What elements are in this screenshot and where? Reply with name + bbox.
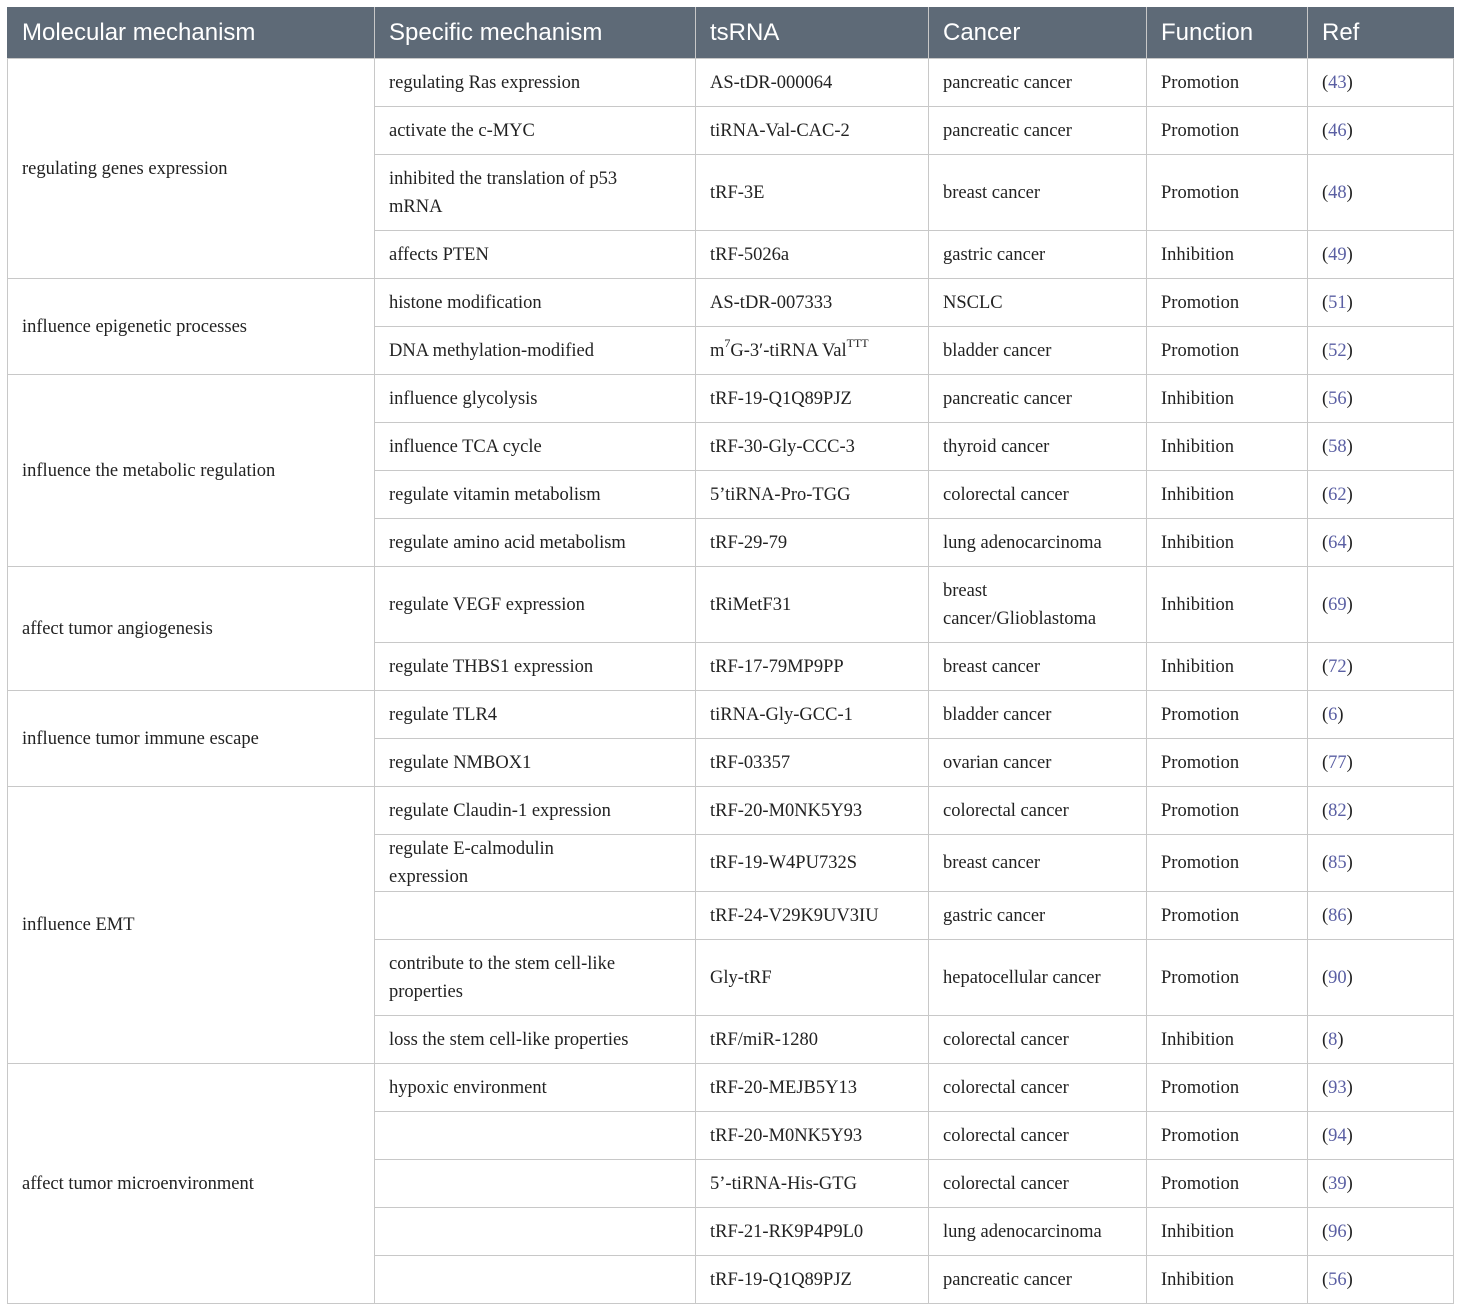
table-row	[8, 375, 1454, 423]
reference-link[interactable]: 86	[1328, 905, 1347, 926]
col-header-tsrna: tsRNA	[696, 8, 929, 59]
tsrna-cell: tRF-03357	[696, 739, 929, 787]
function-cell: Promotion	[1147, 279, 1308, 327]
molecular-mechanism-cell: affect tumor microenvironment	[8, 1064, 375, 1304]
table-row	[8, 279, 1454, 327]
molecular-mechanism-cell: influence the metabolic regulation	[8, 375, 375, 567]
tsrna-cell: tRiMetF31	[696, 567, 929, 643]
tsrna-cell: tRF-19-Q1Q89PJZ	[696, 375, 929, 423]
specific-mechanism-text: regulate TLR4	[389, 704, 498, 725]
cancer-cell: colorectal cancer	[929, 471, 1147, 519]
specific-mechanism-cell	[375, 519, 696, 567]
table-header	[8, 8, 1454, 59]
specific-mechanism-cell	[375, 739, 696, 787]
specific-mechanism-text: inhibited the translation of p53 mRNA	[389, 168, 618, 217]
specific-mechanism-text: regulate E-calmodulin expression	[389, 839, 554, 887]
col-header-ref: Ref	[1308, 8, 1454, 59]
function-cell: Inhibition	[1147, 471, 1308, 519]
function-cell: Inhibition	[1147, 519, 1308, 567]
table-row	[8, 1064, 1454, 1112]
tsrna-text-part: TTT	[846, 336, 869, 351]
tsrna-cell: tRF/miR-1280	[696, 1016, 929, 1064]
molecular-mechanism-cell: influence tumor immune escape	[8, 691, 375, 787]
molecular-mechanism-cell: regulating genes expression	[8, 59, 375, 279]
reference-link[interactable]: 58	[1328, 436, 1347, 457]
specific-mechanism-text: regulate VEGF expression	[389, 594, 585, 615]
specific-mechanism-cell	[375, 155, 696, 231]
table-row	[8, 787, 1454, 835]
specific-mechanism-cell	[375, 892, 696, 940]
reference-link[interactable]: 96	[1328, 1221, 1347, 1242]
specific-mechanism-cell	[375, 1256, 696, 1304]
tsrna-mechanism-table	[7, 7, 1454, 1304]
ref-cell: (49)	[1308, 231, 1454, 279]
table-container	[7, 7, 1454, 1304]
cancer-cell: lung adenocarcinoma	[929, 1208, 1147, 1256]
ref-cell: (39)	[1308, 1160, 1454, 1208]
specific-mechanism-text: regulate Claudin-1 expression	[389, 800, 611, 821]
reference-link[interactable]: 8	[1328, 1029, 1338, 1050]
ref-cell: (96)	[1308, 1208, 1454, 1256]
function-cell: Promotion	[1147, 107, 1308, 155]
reference-link[interactable]: 43	[1328, 72, 1347, 93]
specific-mechanism-text: loss the stem cell-like properties	[389, 1029, 629, 1050]
cancer-cell: colorectal cancer	[929, 1112, 1147, 1160]
table-row	[8, 691, 1454, 739]
reference-link[interactable]: 49	[1328, 244, 1347, 265]
reference-link[interactable]: 56	[1328, 1269, 1347, 1290]
cancer-cell: breast cancer	[929, 643, 1147, 691]
ref-cell: (93)	[1308, 1064, 1454, 1112]
function-cell: Inhibition	[1147, 1016, 1308, 1064]
ref-cell: (43)	[1308, 59, 1454, 107]
function-cell: Promotion	[1147, 787, 1308, 835]
cancer-cell: colorectal cancer	[929, 1160, 1147, 1208]
reference-link[interactable]: 46	[1328, 120, 1347, 141]
specific-mechanism-cell	[375, 1208, 696, 1256]
reference-link[interactable]: 62	[1328, 484, 1347, 505]
tsrna-cell: tRF-29-79	[696, 519, 929, 567]
cancer-cell: lung adenocarcinoma	[929, 519, 1147, 567]
tsrna-cell: tRF-21-RK9P4P9L0	[696, 1208, 929, 1256]
reference-link[interactable]: 56	[1328, 388, 1347, 409]
specific-mechanism-cell	[375, 107, 696, 155]
reference-link[interactable]: 85	[1328, 853, 1347, 873]
ref-cell: (6)	[1308, 691, 1454, 739]
reference-link[interactable]: 39	[1328, 1173, 1347, 1194]
function-cell: Promotion	[1147, 892, 1308, 940]
ref-cell: (86)	[1308, 892, 1454, 940]
reference-link[interactable]: 93	[1328, 1077, 1347, 1098]
tsrna-cell: 5’tiRNA-Pro-TGG	[696, 471, 929, 519]
reference-link[interactable]: 72	[1328, 656, 1347, 677]
cancer-cell: bladder cancer	[929, 691, 1147, 739]
table-body	[8, 59, 1454, 1304]
ref-cell: (8)	[1308, 1016, 1454, 1064]
col-header-function: Function	[1147, 8, 1308, 59]
molecular-mechanism-cell: affect tumor angiogenesis	[8, 567, 375, 691]
tsrna-text-part: m	[710, 340, 725, 361]
cancer-cell: gastric cancer	[929, 231, 1147, 279]
cancer-cell: pancreatic cancer	[929, 107, 1147, 155]
specific-mechanism-text: hypoxic environment	[389, 1077, 547, 1098]
tsrna-cell: tRF-20-MEJB5Y13	[696, 1064, 929, 1112]
cancer-cell: colorectal cancer	[929, 1064, 1147, 1112]
function-cell: Promotion	[1147, 1160, 1308, 1208]
reference-link[interactable]: 48	[1328, 182, 1347, 203]
specific-mechanism-text: regulate THBS1 expression	[389, 656, 594, 677]
tsrna-cell: tRF-20-M0NK5Y93	[696, 787, 929, 835]
function-cell: Inhibition	[1147, 375, 1308, 423]
specific-mechanism-cell	[375, 471, 696, 519]
cancer-cell: hepatocellular cancer	[929, 940, 1147, 1016]
cancer-cell: breast cancer	[929, 835, 1147, 892]
tsrna-text-part: G-3′-tiRNA Val	[730, 340, 847, 361]
specific-mechanism-cell	[375, 567, 696, 643]
tsrna-cell: tRF-3E	[696, 155, 929, 231]
table-row	[8, 59, 1454, 107]
function-cell: Inhibition	[1147, 567, 1308, 643]
reference-link[interactable]: 6	[1328, 704, 1338, 725]
specific-mechanism-cell	[375, 691, 696, 739]
function-cell: Promotion	[1147, 835, 1308, 892]
ref-cell: (85)	[1308, 835, 1454, 892]
function-cell: Promotion	[1147, 327, 1308, 375]
specific-mechanism-text: influence glycolysis	[389, 388, 538, 409]
ref-cell: (51)	[1308, 279, 1454, 327]
cancer-cell: NSCLC	[929, 279, 1147, 327]
function-cell: Promotion	[1147, 59, 1308, 107]
tsrna-cell: AS-tDR-007333	[696, 279, 929, 327]
molecular-mechanism-cell: influence epigenetic processes	[8, 279, 375, 375]
function-cell: Promotion	[1147, 739, 1308, 787]
cancer-cell: breast cancer/Glioblastoma	[929, 567, 1147, 643]
specific-mechanism-cell	[375, 231, 696, 279]
function-cell: Promotion	[1147, 155, 1308, 231]
specific-mechanism-cell	[375, 787, 696, 835]
tsrna-text-part: 7	[724, 336, 731, 351]
cancer-cell: pancreatic cancer	[929, 59, 1147, 107]
ref-cell: (77)	[1308, 739, 1454, 787]
tsrna-cell: tRF-5026a	[696, 231, 929, 279]
function-cell: Inhibition	[1147, 1256, 1308, 1304]
specific-mechanism-text: influence TCA cycle	[389, 436, 542, 457]
table-row	[8, 567, 1454, 643]
tsrna-cell: tRF-30-Gly-CCC-3	[696, 423, 929, 471]
ref-cell: (52)	[1308, 327, 1454, 375]
function-cell: Inhibition	[1147, 231, 1308, 279]
ref-cell: (72)	[1308, 643, 1454, 691]
reference-link[interactable]: 77	[1328, 752, 1347, 773]
specific-mechanism-text: histone modification	[389, 292, 542, 313]
tsrna-cell: tRF-24-V29K9UV3IU	[696, 892, 929, 940]
specific-mechanism-cell	[375, 1016, 696, 1064]
function-cell: Inhibition	[1147, 643, 1308, 691]
reference-link[interactable]: 52	[1328, 340, 1347, 361]
reference-link[interactable]: 82	[1328, 800, 1347, 821]
function-cell: Promotion	[1147, 1064, 1308, 1112]
function-cell: Inhibition	[1147, 1208, 1308, 1256]
cancer-cell: bladder cancer	[929, 327, 1147, 375]
specific-mechanism-cell	[375, 835, 696, 892]
function-cell: Inhibition	[1147, 423, 1308, 471]
reference-link[interactable]: 90	[1328, 967, 1347, 988]
function-cell: Promotion	[1147, 1112, 1308, 1160]
cancer-cell: pancreatic cancer	[929, 1256, 1147, 1304]
cancer-cell: thyroid cancer	[929, 423, 1147, 471]
specific-mechanism-text: activate the c-MYC	[389, 120, 535, 141]
reference-link[interactable]: 64	[1328, 532, 1347, 553]
function-cell: Promotion	[1147, 691, 1308, 739]
col-header-cancer: Cancer	[929, 8, 1147, 59]
specific-mechanism-text: contribute to the stem cell-like properties	[389, 953, 616, 1002]
specific-mechanism-cell	[375, 1112, 696, 1160]
tsrna-cell	[696, 327, 929, 375]
specific-mechanism-cell	[375, 375, 696, 423]
specific-mechanism-text: regulate amino acid metabolism	[389, 532, 626, 553]
specific-mechanism-cell	[375, 59, 696, 107]
ref-cell: (69)	[1308, 567, 1454, 643]
function-cell: Promotion	[1147, 940, 1308, 1016]
tsrna-cell: 5’-tiRNA-His-GTG	[696, 1160, 929, 1208]
molecular-mechanism-cell: influence EMT	[8, 787, 375, 1064]
tsrna-cell: tRF-17-79MP9PP	[696, 643, 929, 691]
cancer-cell: gastric cancer	[929, 892, 1147, 940]
tsrna-cell: tRF-19-Q1Q89PJZ	[696, 1256, 929, 1304]
specific-mechanism-cell	[375, 1160, 696, 1208]
cancer-cell: pancreatic cancer	[929, 375, 1147, 423]
col-header-molecular-mechanism: Molecular mechanism	[8, 8, 375, 59]
cancer-cell: breast cancer	[929, 155, 1147, 231]
cancer-cell: colorectal cancer	[929, 787, 1147, 835]
ref-cell: (56)	[1308, 375, 1454, 423]
ref-cell: (82)	[1308, 787, 1454, 835]
tsrna-cell: tiRNA-Val-CAC-2	[696, 107, 929, 155]
ref-cell: (62)	[1308, 471, 1454, 519]
cancer-cell: ovarian cancer	[929, 739, 1147, 787]
specific-mechanism-text: affects PTEN	[389, 244, 489, 265]
specific-mechanism-text: regulate vitamin metabolism	[389, 484, 601, 505]
cancer-cell: colorectal cancer	[929, 1016, 1147, 1064]
ref-cell: (46)	[1308, 107, 1454, 155]
reference-link[interactable]: 94	[1328, 1125, 1347, 1146]
tsrna-cell: tRF-20-M0NK5Y93	[696, 1112, 929, 1160]
ref-cell: (58)	[1308, 423, 1454, 471]
specific-mechanism-text: regulating Ras expression	[389, 72, 581, 93]
specific-mechanism-cell	[375, 327, 696, 375]
tsrna-cell: tiRNA-Gly-GCC-1	[696, 691, 929, 739]
ref-cell: (56)	[1308, 1256, 1454, 1304]
specific-mechanism-cell	[375, 279, 696, 327]
specific-mechanism-cell	[375, 643, 696, 691]
specific-mechanism-cell	[375, 423, 696, 471]
header-row	[8, 8, 1454, 59]
specific-mechanism-text: DNA methylation-modified	[389, 340, 595, 361]
ref-cell: (48)	[1308, 155, 1454, 231]
ref-cell: (64)	[1308, 519, 1454, 567]
tsrna-cell: Gly-tRF	[696, 940, 929, 1016]
specific-mechanism-text: regulate NMBOX1	[389, 752, 532, 773]
reference-link[interactable]: 69	[1328, 594, 1347, 615]
specific-mechanism-cell	[375, 1064, 696, 1112]
ref-cell: (90)	[1308, 940, 1454, 1016]
tsrna-cell: AS-tDR-000064	[696, 59, 929, 107]
ref-cell: (94)	[1308, 1112, 1454, 1160]
tsrna-cell: tRF-19-W4PU732S	[696, 835, 929, 892]
col-header-specific-mechanism: Specific mechanism	[375, 8, 696, 59]
reference-link[interactable]: 51	[1328, 292, 1347, 313]
specific-mechanism-cell	[375, 940, 696, 1016]
